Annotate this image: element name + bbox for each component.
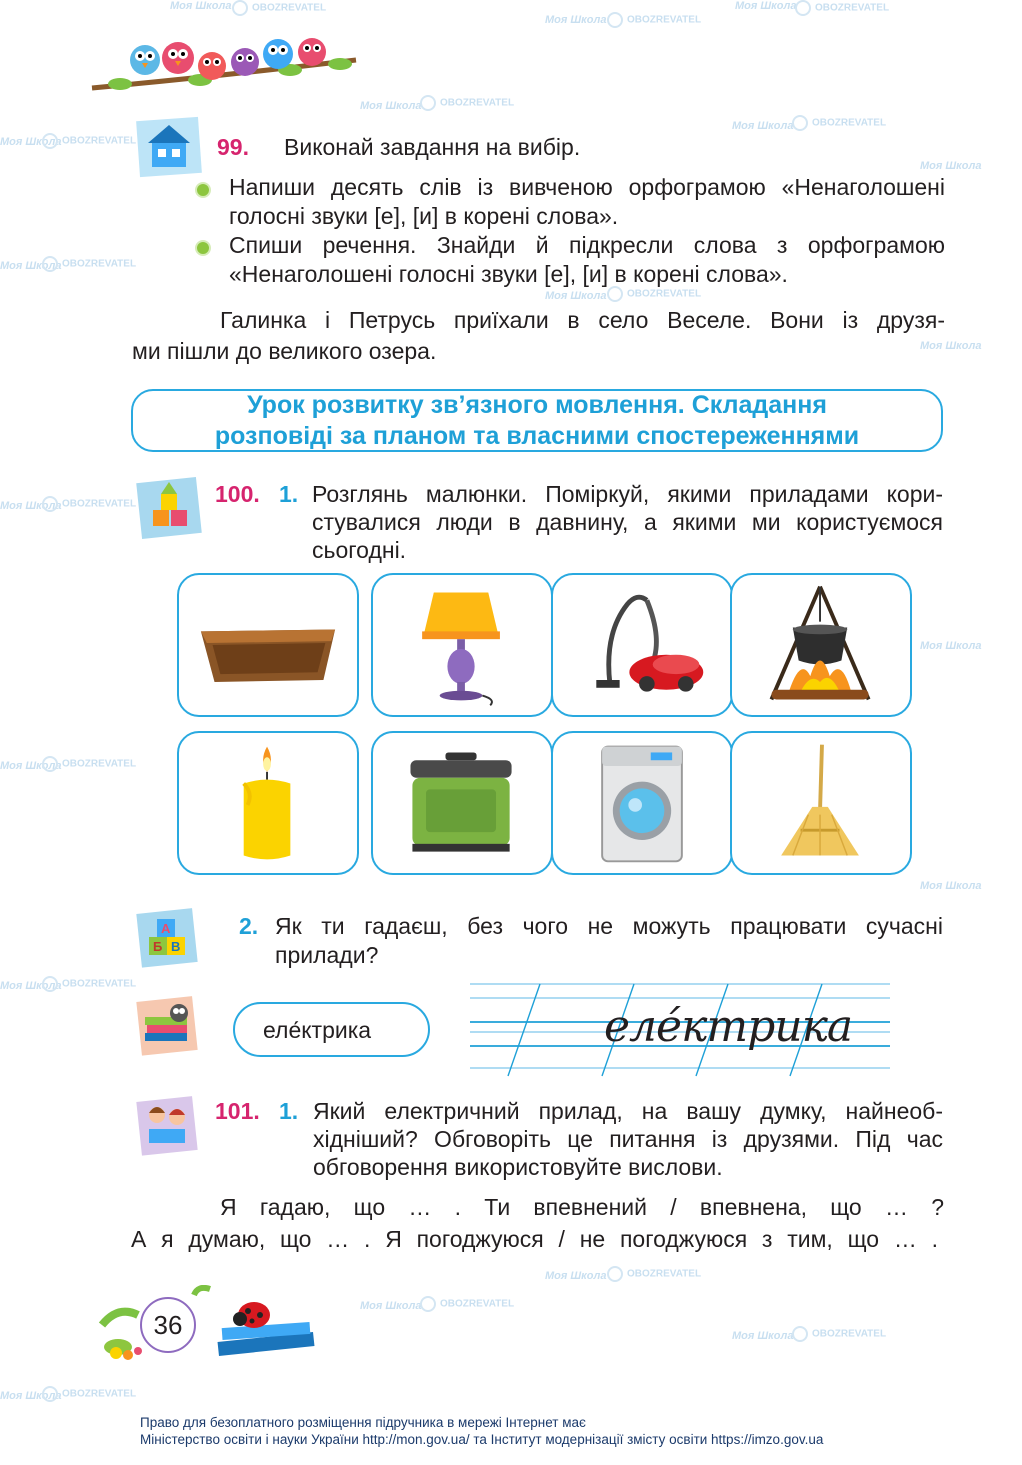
option-1-line-2: голосні звуки [е], [и] в корені слова». (229, 203, 619, 229)
vacuum-cleaner-image (553, 575, 731, 715)
lesson-banner-line-2: розповіді за планом та власними спостереженнями (214, 422, 860, 450)
exercise-99-number: 99. (217, 134, 249, 160)
footer-line-1: Право для безоплатного розміщення підручника в мережі Інтернет має (140, 1415, 586, 1430)
kids-reading-icon (133, 1093, 199, 1159)
watermark-text: OBOZREVATEL (607, 286, 701, 302)
option-2-line-1: Спиши речення. Знайди й підкресли слова з орфограмою (229, 232, 945, 258)
lesson-banner (131, 389, 943, 452)
lesson-banner-line-1: Урок розвитку зв’язного мовлення. Складання (247, 391, 827, 419)
picture-table-lamp (371, 573, 553, 717)
picture-wooden-trough (177, 573, 359, 717)
exercise-100-task-1-number: 1. (279, 481, 299, 507)
page-number: 36 (140, 1297, 196, 1353)
exercise-101-task-1-number: 1. (279, 1098, 299, 1124)
watermark-text: Моя Школа (545, 14, 607, 26)
watermark-text: OBOZREVATEL (42, 133, 136, 149)
exercise-101-task-1-line-1: Який електричний прилад, на вашу думку, найнеоб- (313, 1098, 943, 1124)
watermark-text: OBOZREVATEL (232, 0, 326, 16)
exercise-100-task-2-number: 2. (239, 913, 259, 939)
watermark-text: OBOZREVATEL (420, 95, 514, 111)
exercise-100-number: 100. (215, 481, 260, 507)
exercise-100-task-1-line-1: Розглянь малюнки. Поміркуй, якими приладами кори- (312, 481, 943, 507)
exercise-99-sentence-line-2: ми пішли до великого озера. (132, 338, 437, 364)
picture-candle (177, 731, 359, 875)
exercise-99-sentence-line-1: Галинка і Петрусь приїхали в село Веселе. Вони із друзя- (220, 307, 945, 333)
picture-broom (730, 731, 912, 875)
footer (140, 1414, 823, 1448)
birds-branch-illustration (90, 30, 360, 100)
watermark-text: Моя Школа (0, 980, 62, 992)
watermark-text: Моя Школа (920, 340, 982, 352)
watermark-text: Моя Школа (0, 1390, 62, 1402)
broom-image (732, 733, 910, 873)
watermark-text: Моя Школа (0, 500, 62, 512)
watermark-text: Моя Школа (545, 1270, 607, 1282)
phrases-line-1: Я гадаю, що … . Ти впевнений / впевнена, що … ? (220, 1194, 944, 1220)
picture-slow-cooker (371, 731, 553, 875)
exercise-99-prompt: Виконай завдання на вибір. (284, 134, 581, 160)
svg-text:Б: Б (153, 939, 163, 954)
watermark-text: OBOZREVATEL (607, 1266, 701, 1282)
abc-blocks-task-icon (133, 905, 199, 971)
option-bullet (195, 182, 211, 198)
svg-text:А: А (161, 921, 171, 936)
watermark-text: Моя Школа (360, 1300, 422, 1312)
watermark-text: Моя Школа (732, 120, 794, 132)
watermark-text: OBOZREVATEL (792, 1326, 886, 1342)
watermark-text: Моя Школа (170, 0, 232, 12)
watermark-text: Моя Школа (0, 760, 62, 772)
home-task-icon (134, 113, 204, 179)
watermark-text: Моя Школа (545, 290, 607, 302)
watermark-text: Моя Школа (735, 0, 797, 12)
washing-machine-image (553, 733, 731, 873)
watermark-text: OBOZREVATEL (42, 976, 136, 992)
watermark-text: OBOZREVATEL (420, 1296, 514, 1312)
footer-line-2: Міністерство освіти і науки України http://mon.gov.ua/ та Інститут модернізації змісту освіти https://imzo.gov.ua (140, 1432, 824, 1447)
picture-washing-machine (551, 731, 733, 875)
watermark-text: Моя Школа (0, 136, 62, 148)
option-2-line-2: «Ненаголошені голосні звуки [е], [и] в корені слова». (229, 261, 788, 287)
word-box-text: еле́ктрика (263, 1017, 372, 1043)
candle-image (179, 733, 357, 873)
blocks-task-icon (133, 474, 205, 542)
watermark-text: OBOZREVATEL (42, 496, 136, 512)
watermark-text: OBOZREVATEL (42, 256, 136, 272)
exercise-100-task-2-line-2: прилади? (275, 942, 379, 968)
watermark-text: Моя Школа (360, 100, 422, 112)
picture-vacuum-cleaner (551, 573, 733, 717)
exercise-100-task-1-line-2: стувалися люди в давнину, а якими ми користуємося (312, 509, 943, 535)
option-1-line-1: Напиши десять слів із вивченою орфограмою «Ненаголошені (229, 174, 945, 200)
page-number-decoration (98, 1285, 320, 1365)
option-bullet (195, 240, 211, 256)
picture-pot-over-fire (730, 573, 912, 717)
word-box (233, 1002, 430, 1057)
watermark-text: Моя Школа (920, 880, 982, 892)
watermark-text: OBOZREVATEL (795, 0, 889, 16)
watermark-text: Моя Школа (0, 260, 62, 272)
watermark-text: OBOZREVATEL (42, 1386, 136, 1402)
exercise-101-number: 101. (215, 1098, 260, 1124)
phrases-line-2: А я думаю, що … . Я погоджуюся / не погоджуюся з тим, що … . (131, 1226, 938, 1252)
books-owl-icon (133, 993, 199, 1059)
wooden-trough-image (179, 575, 357, 715)
watermark-text: Моя Школа (732, 1330, 794, 1342)
exercise-100-task-2-line-1: Як ти гадаєш, без чого не можуть працювати сучасні (275, 913, 943, 939)
watermark-text: OBOZREVATEL (607, 12, 701, 28)
exercise-101-task-1-line-2: хідніший? Обговоріть це питання із друзями. Під час (313, 1126, 943, 1152)
cursive-word: еле́ктрика (604, 1001, 853, 1052)
watermark-text: Моя Школа (920, 160, 982, 172)
slow-cooker-image (373, 733, 551, 873)
table-lamp-image (373, 575, 551, 715)
exercise-100-task-1-line-3: сьогодні. (312, 537, 407, 563)
watermark-text: OBOZREVATEL (42, 756, 136, 772)
pot-over-fire-image (732, 575, 910, 715)
exercise-101-task-1-line-3: обговорення використовуйте вислови. (313, 1154, 723, 1180)
svg-text:В: В (171, 939, 181, 954)
watermark-text: OBOZREVATEL (792, 115, 886, 131)
watermark-text: Моя Школа (920, 640, 982, 652)
